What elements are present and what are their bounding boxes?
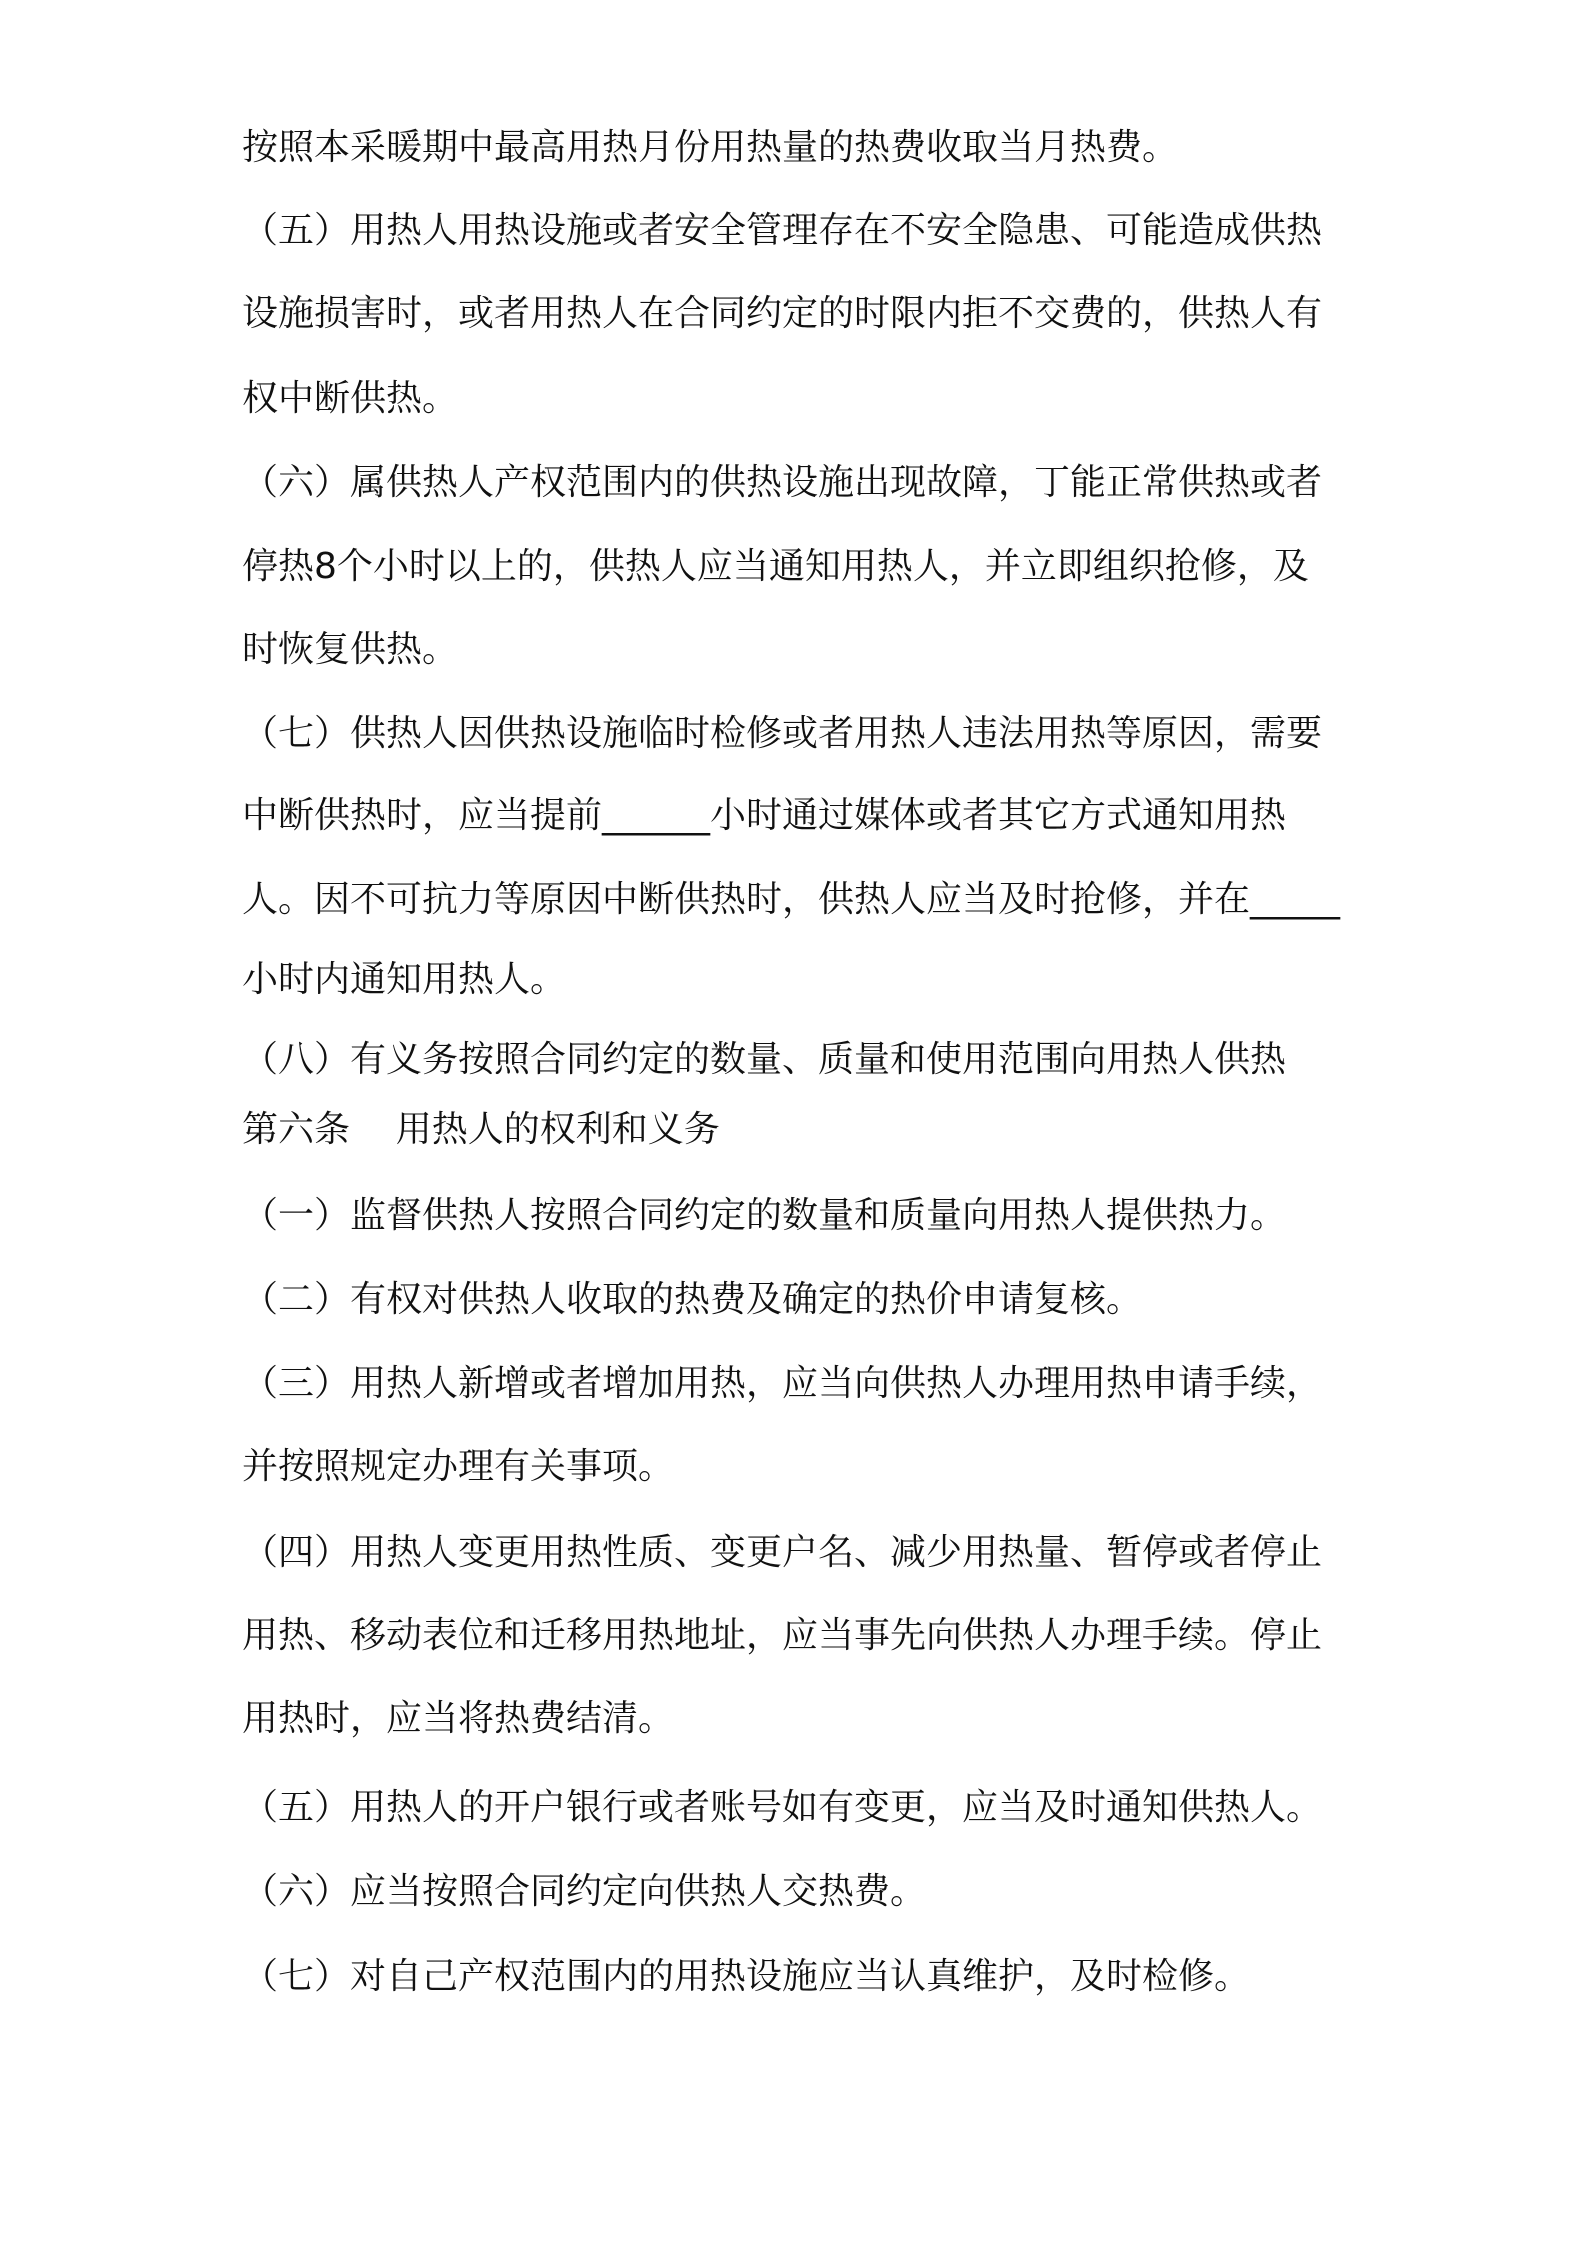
section-heading: 第六条 用热人的权利和义务 — [242, 1109, 720, 1150]
text-line: 用热时，应当将热费结清。 — [242, 1698, 675, 1739]
text-line: 按照本采暖期中最高用热月份用热量的热费收取当月热费。 — [242, 127, 1179, 168]
text-line: （五）用热人的开户银行或者账号如有变更，应当及时通知供热人。 — [242, 1787, 1323, 1828]
text-line: 停热8个小时以上的，供热人应当通知用热人，并立即组织抢修，及 — [242, 546, 1309, 587]
text-line: （二）有权对供热人收取的热费及确定的热价申请复核。 — [242, 1279, 1143, 1320]
text-line: （六）应当按照合同约定向供热人交热费。 — [242, 1871, 927, 1912]
text-line: （七）供热人因供热设施临时检修或者用热人违法用热等原因，需要 — [242, 713, 1323, 754]
text-line: 人。因不可抗力等原因中断供热时，供热人应当及时抢修，并在_____ — [242, 879, 1341, 920]
text-line: 设施损害时，或者用热人在合同约定的时限内拒不交费的，供热人有 — [242, 293, 1323, 334]
text-line: 权中断供热。 — [242, 378, 459, 419]
text-line: （一）监督供热人按照合同约定的数量和质量向用热人提供热力。 — [242, 1195, 1287, 1236]
text-line: 时恢复供热。 — [242, 629, 459, 670]
text-line: （八）有义务按照合同约定的数量、质量和使用范围向用热人供热 — [242, 1039, 1287, 1080]
document-body — [242, 124, 1360, 2001]
text-line: （四）用热人变更用热性质、变更户名、减少用热量、暂停或者停止 — [242, 1532, 1323, 1573]
text-line: （五）用热人用热设施或者安全管理存在不安全隐患、可能造成供热 — [242, 210, 1323, 251]
text-line: 中断供热时，应当提前______小时通过媒体或者其它方式通知用热 — [242, 795, 1287, 836]
text-line: （七）对自己产权范围内的用热设施应当认真维护，及时检修。 — [242, 1956, 1251, 1997]
text-line: 用热、移动表位和迁移用热地址，应当事先向供热人办理手续。停止 — [242, 1615, 1323, 1656]
text-line: （六）属供热人产权范围内的供热设施出现故障，丁能正常供热或者 — [242, 462, 1323, 503]
text-line: 小时内通知用热人。 — [242, 959, 567, 1000]
text-line: 并按照规定办理有关事项。 — [242, 1446, 675, 1487]
text-line: （三）用热人新增或者增加用热，应当向供热人办理用热申请手续， — [242, 1363, 1323, 1404]
